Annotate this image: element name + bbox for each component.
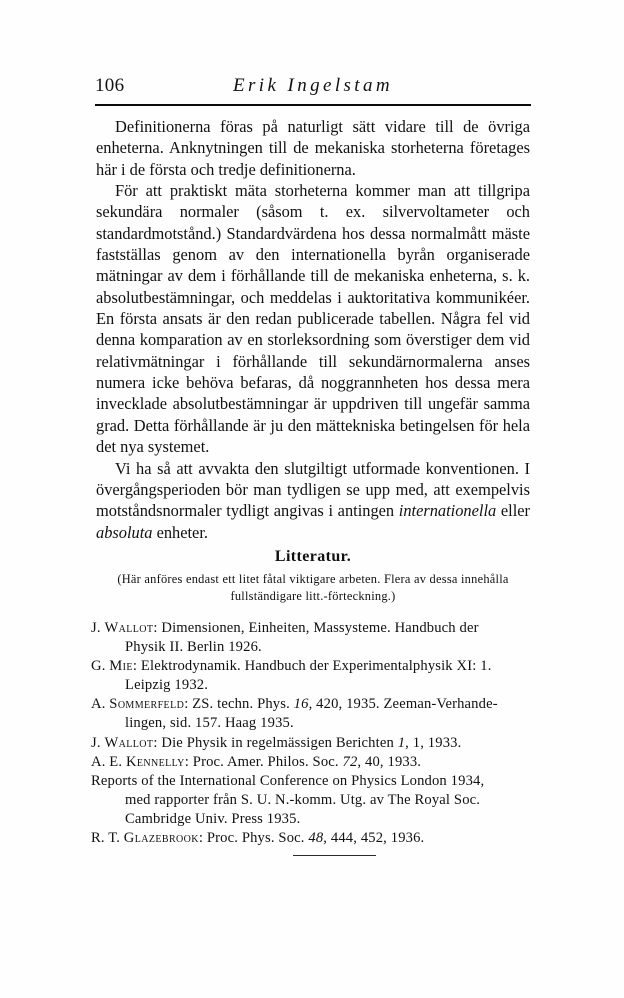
ref-surname: Wallot [104,620,154,636]
body-text [96,116,530,543]
ref-initials: R. T. [91,830,124,847]
reference-item [91,753,539,772]
running-head [95,74,531,98]
ref-initials: J. [91,620,105,636]
ref-rest-before-volume: : Die Physik in regelmässigen Berichten [153,734,398,751]
ref-rest-after-volume: , 1, 1933. [405,734,462,751]
paragraph-3-part3: enheter. [152,522,208,542]
ref-volume: 16 [293,696,309,713]
ref-volume: 1 [397,734,406,751]
ref-rest-before-volume: : ZS. techn. Phys. [184,696,294,713]
reference-item [91,734,539,753]
ref-initials: G. [91,658,110,675]
reference-item [91,619,539,657]
emphasis-internationella: internationella [398,501,497,521]
ref-rest: : Elektrodynamik. Handbuch der Experimentalphysik XI: 1. [132,658,492,675]
paragraph-3 [96,458,530,543]
ref-surname: Sommerfeld [109,696,185,713]
literature-note-line-2: fullständigare litt.-förteckning.) [230,588,396,603]
running-title: Erik Ingelstam [233,75,393,96]
page-number: 106 [95,75,125,96]
reference-item [91,695,539,733]
ref-surname: Glazebrook [123,830,199,847]
ref-surname: Mie [109,658,133,675]
ref-rest-after-volume: , 444, 452, 1936. [323,830,425,847]
ref-continuation-2: Cambridge Univ. Press 1935. [125,810,301,827]
ref-initials: A. E. [91,753,126,770]
ref-rest: : Dimensionen, Einheiten, Massysteme. Handbuch der [153,620,479,636]
reference-item [91,772,539,829]
reference-item [91,657,539,695]
ref-volume: 72 [342,753,358,770]
ref-rest-after-volume: , 420, 1935. Zeeman-Verhande- [308,696,498,713]
header-rule [95,104,531,106]
ref-continuation: med rapporter från S. U. N.-komm. Utg. av The Royal Soc. [125,791,481,808]
ref-continuation: lingen, sid. 157. Haag 1935. [125,715,294,732]
reference-item [91,829,539,848]
literature-note [90,571,536,604]
ref-rest-after-volume: , 40, 1933. [357,753,422,770]
ref-initials: A. [91,696,110,713]
ref-rest-before-volume: : Proc. Phys. Soc. [198,830,309,847]
paragraph-1: Definitionerna föras på naturligt sätt vidare till de övriga enheterna. Anknytningen till de mekaniska storheterna företages här i de första och tredje definitionerna. [96,117,530,179]
literature-note-line-1: (Här anföres endast ett litet fåtal viktigare arbeten. Flera av dessa innehålla [117,572,509,586]
reference-list [91,619,539,848]
ref-rest-before-volume: : Proc. Amer. Philos. Soc. [184,753,343,770]
paragraph-2: För att praktiskt mäta storheterna kommer man att tillgripa sekundära normaler (såsom t. ex. silvervoltameter och standardmotstånd.) Standardvärdena hos dessa normalmått mäste fastställas genom av den internationella byrån organiserade mätningar av dem i förhållande till de mekaniska enheterna, s. k. absolutbestämningar, och meddelas i auktoritativa kommunikéer. En första ansats är den redan publicerade tabellen. Några fel vid denna komparation av en storleksordning som överstiger dem vid relativmätningar i förhållande till sekundärnormalerna anses numera icke behöva befaras, då noggrannheten hos dessa mera invecklade absolutbestämningar är uppdriven till ungefär samma grad. Detta förhållande är ju den mättekniska betingelsen för hela det nya systemet. [96,181,530,457]
literature-heading: Litteratur. [274,548,352,565]
ref-continuation: Physik II. Berlin 1926. [125,639,262,656]
ref-volume: 48 [308,830,324,847]
ref-continuation: Leipzig 1932. [125,677,209,694]
ref-initials: J. [91,734,105,751]
ref-surname: Kennelly [125,753,185,770]
section-end-rule [293,855,376,856]
paragraph-3-part1: Vi ha så att avvakta den slutgiltigt utformade konventionen. I övergångsperioden bör man tydligen se upp med, att exempelvis motståndsnormaler tydligt angivas i antingen [96,458,530,521]
emphasis-absoluta: absoluta [96,522,153,542]
paragraph-3-part2: eller [496,501,530,521]
ref-plain: Reports of the International Conference on Physics London 1934, [91,772,485,789]
ref-surname: Wallot [104,734,154,751]
